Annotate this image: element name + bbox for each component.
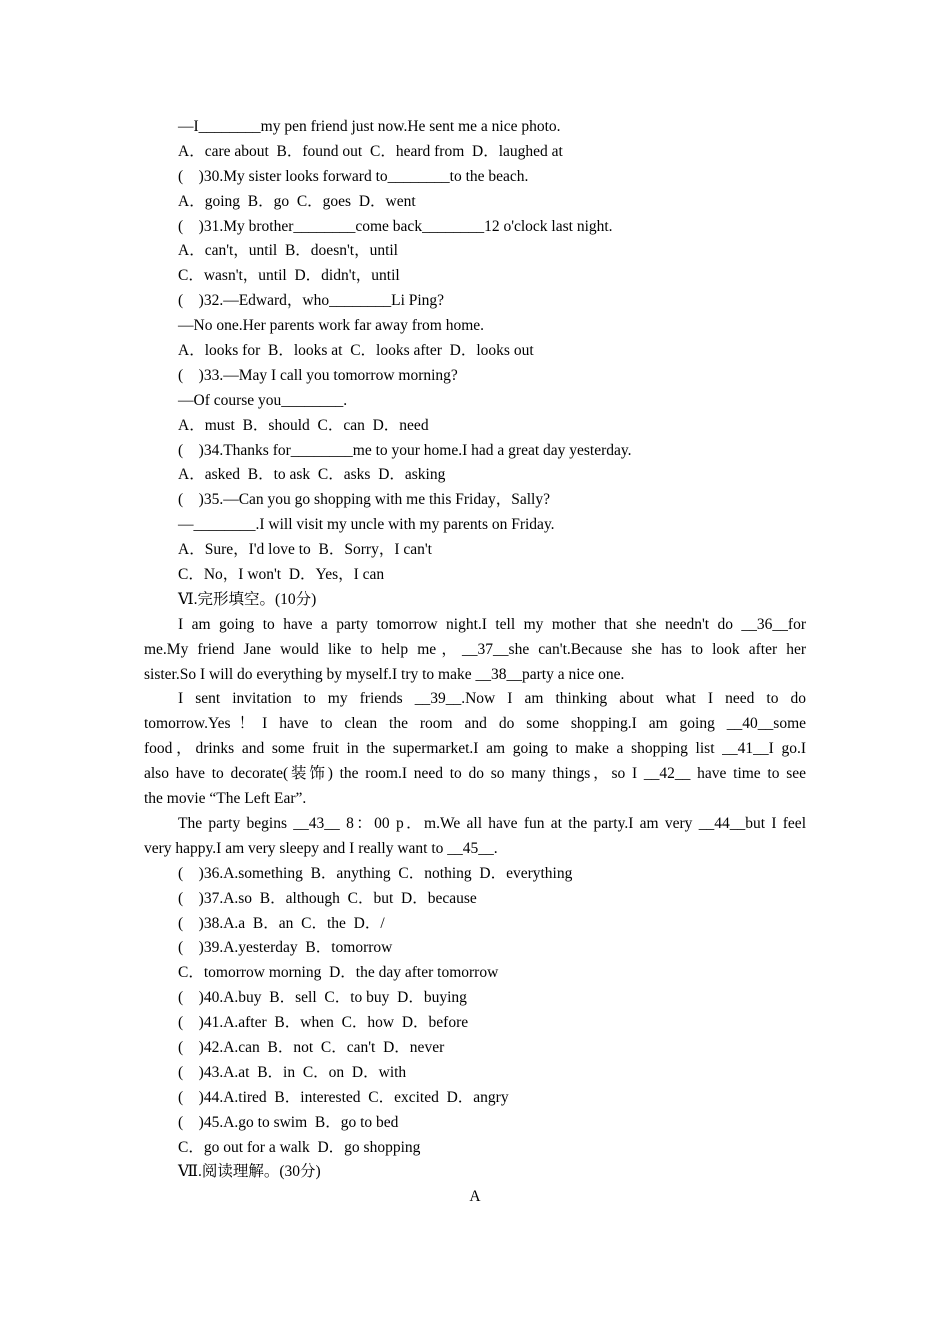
passage-line: also have to decorate(装饰) the room.I need to do so many things，so I __42__ have time to see [144,765,806,783]
options-line: A．care about B．found out C．heard from D．laughed at [178,142,563,160]
question-40: ( )40.A.buy B．sell C．to buy D．buying [178,989,467,1007]
question-33: ( )33.—May I call you tomorrow morning? [178,366,458,384]
question-41: ( )41.A.after B．when C．how D．before [178,1014,469,1032]
options-line: A．looks for B．looks at C．looks after D．looks out [178,342,534,360]
question-37: ( )37.A.so B．although C．but D．because [178,889,477,907]
answer-line: —________.I will visit my uncle with my parents on Friday. [178,516,555,534]
question-45: ( )45.A.go to swim B．go to bed [178,1113,399,1131]
question-38: ( )38.A.a B．an C．the D．/ [178,914,385,932]
passage-line: tomorrow.Yes！I have to clean the room and do some shopping.I am going __40__some [144,715,806,733]
question-31: ( )31.My brother________come back________12 o'clock last night. [178,217,613,235]
passage-line: me.My friend Jane would like to help me，__37__she can't.Because she has to look after her [144,640,806,658]
document-content [144,115,806,1210]
options-line: C．No，I won't D．Yes，I can [178,566,385,584]
passage-line: sister.So I will do everything by myself.I try to make __38__party a nice one. [144,665,625,683]
options-line: A．going B．go C．goes D．went [178,192,416,210]
question-35: ( )35.—Can you go shopping with me this Friday，Sally? [178,491,550,509]
options-line: C．go out for a walk D．go shopping [178,1138,421,1156]
answer-line: —No one.Her parents work far away from home. [178,317,485,335]
options-line: C．wasn't，until D．didn't，until [178,267,400,285]
question-32: ( )32.—Edward，who________Li Ping? [178,292,445,310]
section-heading-reading: Ⅶ.阅读理解。(30分) [178,1163,321,1181]
section-letter: A [469,1188,481,1206]
answer-line: —I________my pen friend just now.He sent me a nice photo. [178,118,561,135]
question-44: ( )44.A.tired B．interested C．excited D．angry [178,1088,509,1106]
passage-line: the movie “The Left Ear”. [144,790,307,808]
section-heading-cloze: Ⅵ.完形填空。(10分) [178,590,317,608]
passage-line: food，drinks and some fruit in the supermarket.I am going to make a shopping list __41__I go.I [144,740,806,758]
question-30: ( )30.My sister looks forward to________to the beach. [178,167,529,185]
passage-line: I am going to have a party tomorrow night.I tell my mother that she needn't do __36__for [178,615,806,633]
passage-line: I sent invitation to my friends __39__.Now I am thinking about what I need to do [178,690,806,708]
answer-line: —Of course you________. [178,391,348,409]
question-42: ( )42.A.can B．not C．can't D．never [178,1038,445,1056]
passage-line: The party begins __43__ 8：00 p．m.We all have fun at the party.I am very __44__but I feel [178,814,806,832]
question-43: ( )43.A.at B．in C．on D．with [178,1063,407,1081]
question-39: ( )39.A.yesterday B．tomorrow [178,939,393,957]
question-36: ( )36.A.something B．anything C．nothing D．everything [178,864,573,882]
options-line: A．can't，until B．doesn't，until [178,242,398,260]
question-34: ( )34.Thanks for________me to your home.I had a great day yesterday. [178,441,632,459]
options-line: A．must B．should C．can D．need [178,416,429,434]
passage-line: very happy.I am very sleepy and I really want to __45__. [144,839,498,857]
options-line: A．Sure，I'd love to B．Sorry，I can't [178,541,432,559]
options-line: C．tomorrow morning D．the day after tomorrow [178,964,499,982]
options-line: A．asked B．to ask C．asks D．asking [178,466,446,484]
